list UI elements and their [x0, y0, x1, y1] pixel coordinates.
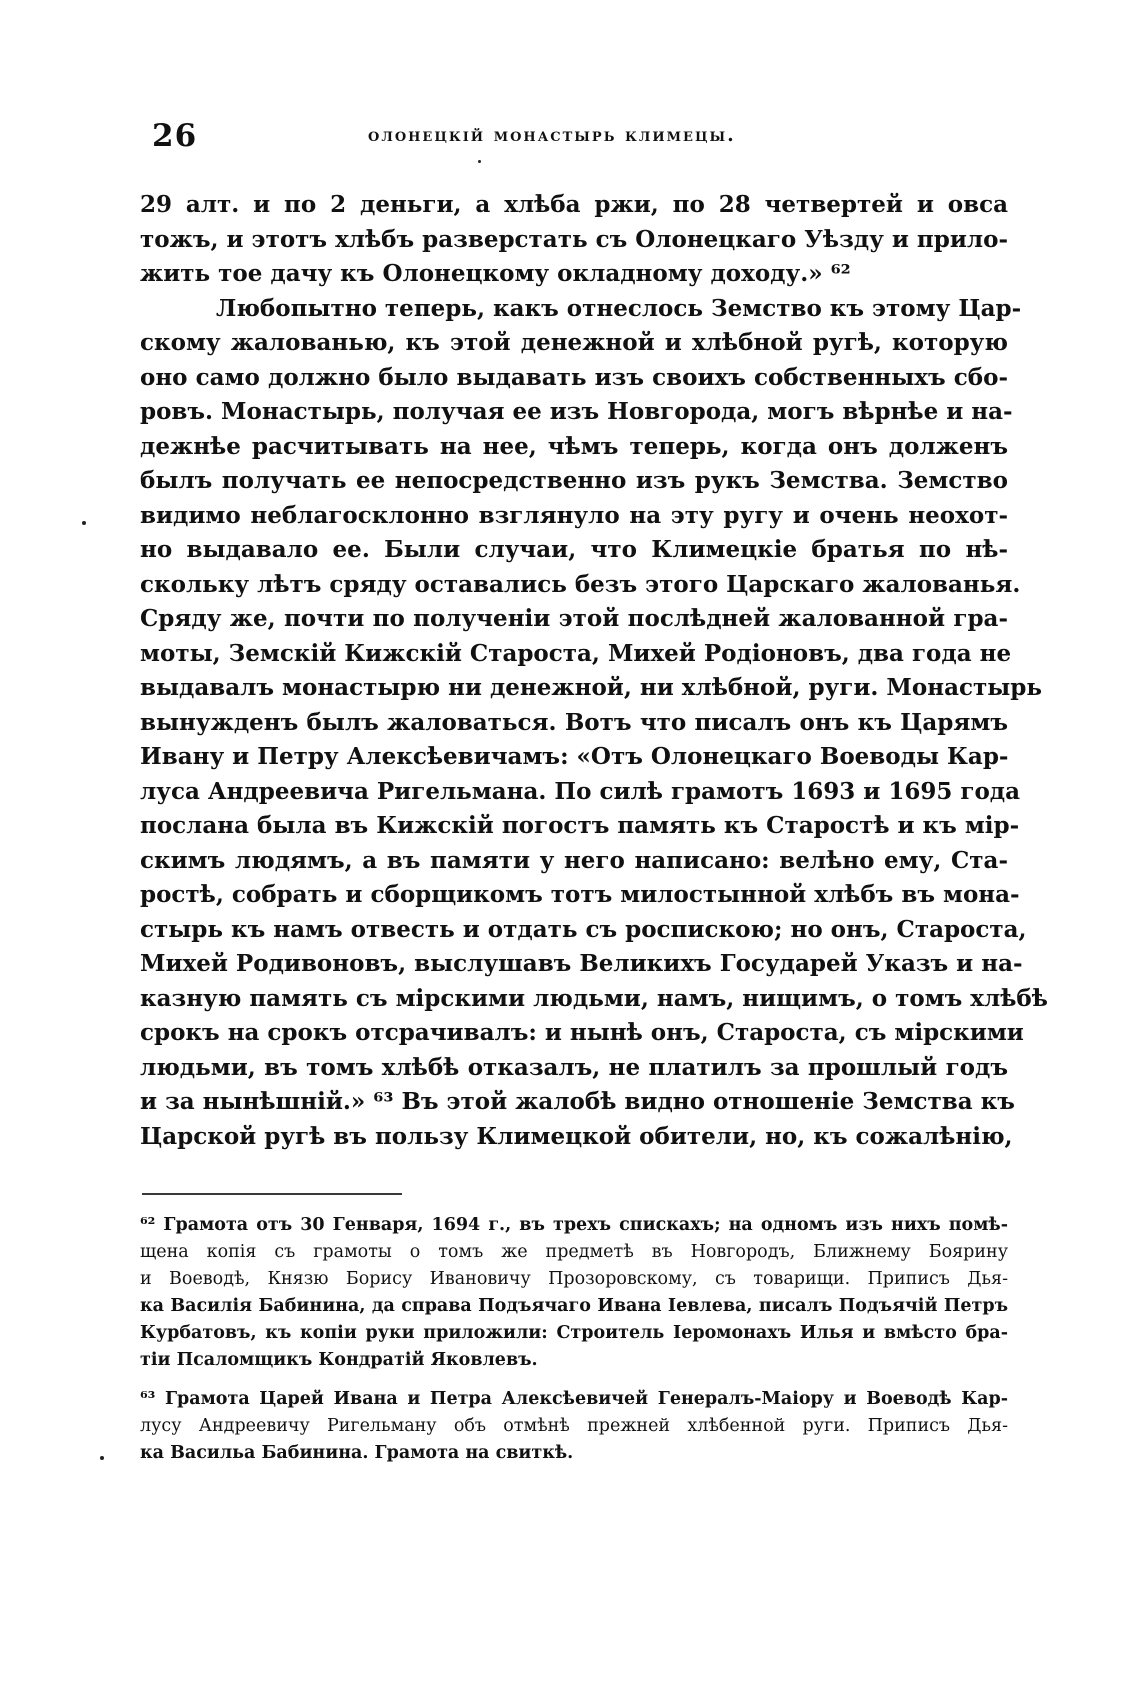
text-line: былъ получать ее непосредственно изъ рукъ Земства. Земство — [140, 467, 1008, 494]
text-line: выдавалъ монастырю ни денежной, ни хлѣбной, руги. Монастырь — [140, 674, 1042, 701]
main-text — [140, 188, 1048, 1154]
text-line: оно само должно было выдавать изъ своихъ собственныхъ сбо- — [140, 363, 1008, 391]
footnote-line: ⁶³ Грамота Царей Ивана и Петра Алексѣевичей Генералъ-Маіору и Воеводѣ Кар- — [140, 1389, 1008, 1409]
text-line: скимъ людямъ, а въ памяти у него написано: велѣно ему, Ста- — [140, 846, 1008, 874]
text-line: но выдавало ее. Были случаи, что Климецкіе братья по нѣ- — [140, 536, 1008, 563]
footnote-line: Курбатовъ, къ копіи руки приложили: Строитель Іеромонахъ Илья и вмѣсто бра- — [140, 1323, 1008, 1343]
footnote-line: лусу Андреевичу Ригельману объ отмѣнѣ прежней хлѣбенной руги. Приписъ Дья- — [140, 1416, 1008, 1436]
text-line: ростѣ, собрать и сборщикомъ тотъ милостынной хлѣбъ въ мона- — [140, 881, 1020, 908]
page-number: 26 — [152, 118, 198, 154]
footnote-62 — [140, 1212, 1008, 1374]
text-line: стырь къ намъ отвесть и отдать съ роспискою; но онъ, Староста, — [140, 915, 1027, 943]
footnote-line: ка Василія Бабинина, да справа Подъячаго Ивана Іевлева, писалъ Подъячій Петръ — [140, 1296, 1008, 1316]
text-line: ровъ. Монастырь, получая ее изъ Новгорода, могъ вѣрнѣе и на- — [140, 398, 1013, 425]
text-line: тожъ, и этотъ хлѣбъ разверстать съ Олонецкаго Уѣзду и прило- — [140, 225, 1008, 253]
text-line: вынужденъ былъ жаловаться. Вотъ что писалъ онъ къ Царямъ — [140, 708, 1008, 736]
footnote-line: ⁶² Грамота отъ 30 Генваря, 1694 г., въ трехъ спискахъ; на одномъ изъ нихъ помѣ- — [140, 1215, 1008, 1235]
text-line: жить тое дачу къ Олонецкому окладному доходу.» ⁶² — [140, 260, 851, 287]
footnote-line: тіи Псаломщикъ Кондратій Яковлевъ. — [140, 1350, 538, 1370]
speck-mark — [100, 1456, 104, 1460]
footnote-line: щена копія съ грамоты о томъ же предметѣ въ Новгородъ, Ближнему Боярину — [140, 1242, 1008, 1262]
text-line: Михей Родивоновъ, выслушавъ Великихъ Государей Указъ и на- — [140, 950, 1023, 977]
text-line: скому жалованью, къ этой денежной и хлѣбной ругѣ, которую — [140, 329, 1008, 356]
footnote-line: ка Васильа Бабинина. Грамота на свиткѣ. — [140, 1443, 574, 1463]
text-line: Царской ругѣ въ пользу Климецкой обители, но, къ сожалѣнію, — [140, 1122, 1013, 1150]
speck-mark — [82, 521, 86, 525]
text-line: моты, Земскій Кижскій Староста, Михей Родіоновъ, два года не — [140, 639, 1012, 667]
footnote-line: и Воеводѣ, Князю Борису Ивановичу Прозоровскому, съ товарищи. Приписъ Дья- — [140, 1269, 1008, 1289]
text-line: Ивану и Петру Алексѣевичамъ: «Отъ Олонецкаго Воеводы Кар- — [140, 743, 1009, 770]
text-line: и за нынѣшній.» ⁶³ Въ этой жалобѣ видно отношеніе Земства къ — [140, 1088, 1015, 1115]
text-line: Любопытно теперь, какъ отнеслось Земство къ этому Цар- — [216, 294, 1022, 322]
speck-mark — [478, 160, 481, 163]
footnote-63 — [140, 1386, 1008, 1467]
text-line: срокъ на срокъ отсрачивалъ: и нынѣ онъ, Староста, съ мірскими — [140, 1019, 1024, 1046]
running-head: олонецкій монастырь климецы. — [368, 124, 736, 146]
text-line: людьми, въ томъ хлѣбѣ отказалъ, не платилъ за прошлый годъ — [140, 1053, 1008, 1081]
text-line: послана была въ Кижскій погостъ память къ Старостѣ и къ мір- — [140, 812, 1020, 839]
page-header — [138, 118, 1008, 158]
text-line: видимо неблагосклонно взглянуло на эту ругу и очень неохот- — [140, 501, 1008, 529]
text-line: дежнѣе расчитывать на нее, чѣмъ теперь, когда онъ долженъ — [140, 432, 1008, 460]
text-line: Сряду же, почти по полученіи этой послѣдней жалованной гра- — [140, 605, 1008, 632]
text-line: луса Андреевича Ригельмана. По силѣ грамотъ 1693 и 1695 года — [140, 777, 1021, 805]
footnotes — [140, 1212, 1008, 1479]
text-line: 29 алт. и по 2 деньги, а хлѣба ржи, по 28 четвертей и овса — [140, 191, 1008, 218]
footnote-separator — [142, 1193, 402, 1195]
text-line: скольку лѣтъ сряду оставались безъ этого Царскаго жалованья. — [140, 570, 1021, 598]
text-line: казную память съ мірскими людьми, намъ, нищимъ, о томъ хлѣбѣ — [140, 984, 1048, 1012]
